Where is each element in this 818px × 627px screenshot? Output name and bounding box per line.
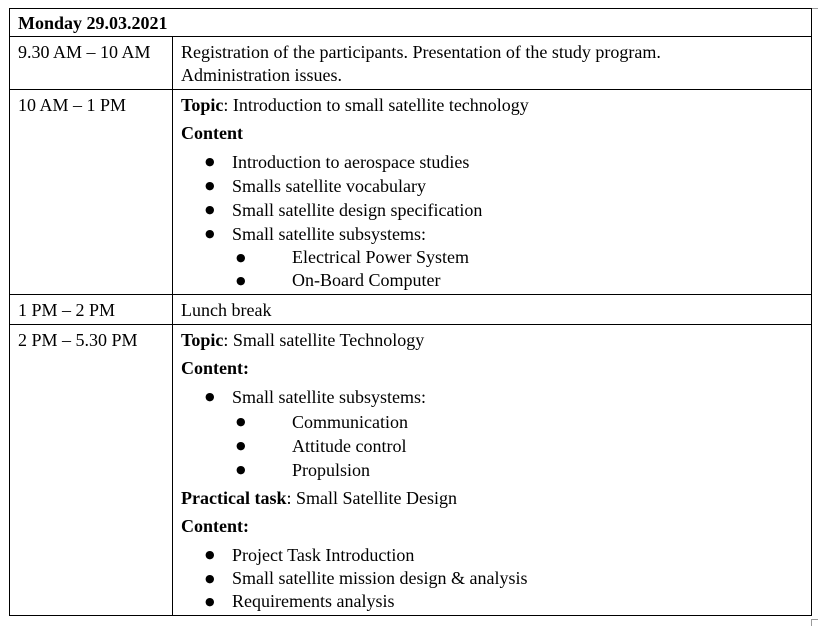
schedule-table <box>9 8 812 616</box>
topic-text: : Introduction to small satellite technology <box>223 95 529 115</box>
content-list <box>181 543 803 613</box>
topic-label: Topic <box>181 95 224 115</box>
list-item: ● Project Task Introduction <box>181 543 803 567</box>
content-heading <box>181 515 803 538</box>
table-row <box>10 37 812 90</box>
list-item: ● Smalls satellite vocabulary <box>181 174 803 198</box>
sub-list-item: ● Attitude control <box>181 434 803 458</box>
table-row <box>10 90 812 295</box>
content-list <box>181 385 803 409</box>
topic-line <box>181 329 803 352</box>
content-label: Content: <box>181 358 249 378</box>
sub-list-item: ● Communication <box>181 410 803 434</box>
practical-task-line <box>181 487 803 510</box>
corner-mark-top-right <box>812 2 818 9</box>
corner-mark-bottom-right <box>811 619 818 626</box>
list-item: ● Small satellite design specification <box>181 198 803 222</box>
time-slot: 2 PM – 5.30 PM <box>10 325 173 616</box>
list-item: ● Requirements analysis <box>181 590 803 613</box>
session-description <box>173 295 812 325</box>
table-row <box>10 295 812 325</box>
list-item: ● Small satellite subsystems: <box>181 222 803 246</box>
time-slot: 10 AM – 1 PM <box>10 90 173 295</box>
sub-list <box>181 410 803 482</box>
sub-list-item: ● Electrical Power System <box>181 246 803 269</box>
content-label: Content: <box>181 516 249 536</box>
sub-list <box>181 246 803 292</box>
list-item: ● Small satellite mission design & analysis <box>181 567 803 590</box>
day-header-row <box>10 9 812 37</box>
description-line: Registration of the participants. Presentation of the study program. <box>181 42 661 62</box>
sub-list-item: ● Propulsion <box>181 458 803 482</box>
list-item: ● Introduction to aerospace studies <box>181 150 803 174</box>
session-description <box>173 37 812 90</box>
table-row <box>10 325 812 616</box>
content-heading <box>181 357 803 380</box>
topic-text: : Small satellite Technology <box>223 330 425 350</box>
topic-label: Topic <box>181 330 224 350</box>
description-line: Lunch break <box>181 300 272 320</box>
time-slot: 9.30 AM – 10 AM <box>10 37 173 90</box>
topic-line <box>181 94 803 117</box>
list-item: ● Small satellite subsystems: <box>181 385 803 409</box>
practical-task-text: : Small Satellite Design <box>286 488 457 508</box>
content-list <box>181 150 803 246</box>
content-heading <box>181 122 803 145</box>
session-description <box>173 90 812 295</box>
sub-list-item: ● On-Board Computer <box>181 269 803 292</box>
practical-task-label: Practical task <box>181 488 287 508</box>
content-label: Content <box>181 123 243 143</box>
session-description <box>173 325 812 616</box>
time-slot: 1 PM – 2 PM <box>10 295 173 325</box>
description-line: Administration issues. <box>181 65 342 85</box>
day-header: Monday 29.03.2021 <box>10 9 812 37</box>
